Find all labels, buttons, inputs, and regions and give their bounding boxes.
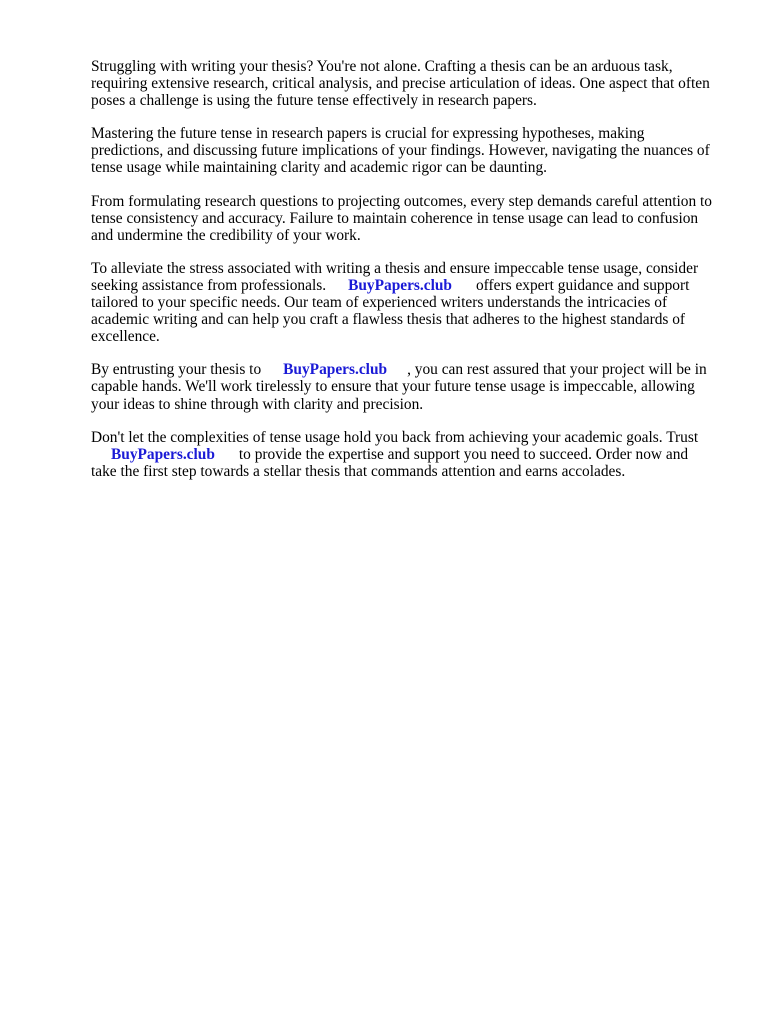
buypapers-link[interactable]: BuyPapers.club [111, 445, 215, 463]
text-line [91, 361, 723, 378]
text-segment: seeking assistance from professionals. [91, 276, 327, 294]
buypapers-link[interactable]: BuyPapers.club [283, 361, 388, 379]
paragraph-closing [91, 429, 723, 480]
paragraph-entrusting [91, 361, 723, 412]
text-line: your ideas to shine through with clarity and precision. [91, 395, 424, 413]
text-line: tense usage while maintaining clarity and academic rigor can be daunting. [91, 159, 547, 177]
text-line [91, 446, 723, 463]
text-line: take the first step towards a stellar thesis that commands attention and earns accolades. [91, 462, 626, 480]
text-segment: , you can rest assured that your project will be in [407, 361, 707, 379]
paragraph-mastering [91, 125, 723, 176]
text-segment: By entrusting your thesis to [91, 361, 262, 379]
text-line: requiring extensive research, critical analysis, and precise articulation of ideas. One aspect that often [91, 75, 710, 93]
paragraph-alleviate [91, 260, 723, 345]
paragraph-intro [91, 58, 723, 109]
text-segment: offers expert guidance and support [475, 276, 690, 294]
text-line: Struggling with writing your thesis? You're not alone. Crafting a thesis can be an arduous task, [91, 58, 673, 75]
text-line: Mastering the future tense in research papers is crucial for expressing hypotheses, making [91, 125, 645, 143]
text-line: excellence. [91, 328, 160, 346]
paragraph-formulating [91, 193, 723, 244]
text-line: predictions, and discussing future implications of your findings. However, navigating the nuances of [91, 142, 710, 160]
buypapers-link[interactable]: BuyPapers.club [348, 276, 452, 294]
text-segment: to provide the expertise and support you need to succeed. Order now and [238, 445, 689, 463]
document-body [91, 58, 723, 496]
text-line: tense consistency and accuracy. Failure to maintain coherence in tense usage can lead to confusion [91, 209, 699, 227]
text-line: academic writing and can help you craft a flawless thesis that adheres to the highest standards of [91, 311, 686, 329]
text-line: capable hands. We'll work tirelessly to ensure that your future tense usage is impeccable, allowing [91, 378, 695, 396]
text-line: From formulating research questions to projecting outcomes, every step demands careful attention to [91, 192, 713, 210]
text-line: poses a challenge is using the future tense effectively in research papers. [91, 92, 537, 110]
text-line: To alleviate the stress associated with writing a thesis and ensure impeccable tense usage, consider [91, 259, 699, 277]
text-line: tailored to your specific needs. Our team of experienced writers understands the intricacies of [91, 294, 668, 312]
text-line: Don't let the complexities of tense usage hold you back from achieving your academic goals. Trust [91, 428, 699, 446]
text-line: and undermine the credibility of your work. [91, 226, 361, 244]
text-line [91, 277, 723, 294]
